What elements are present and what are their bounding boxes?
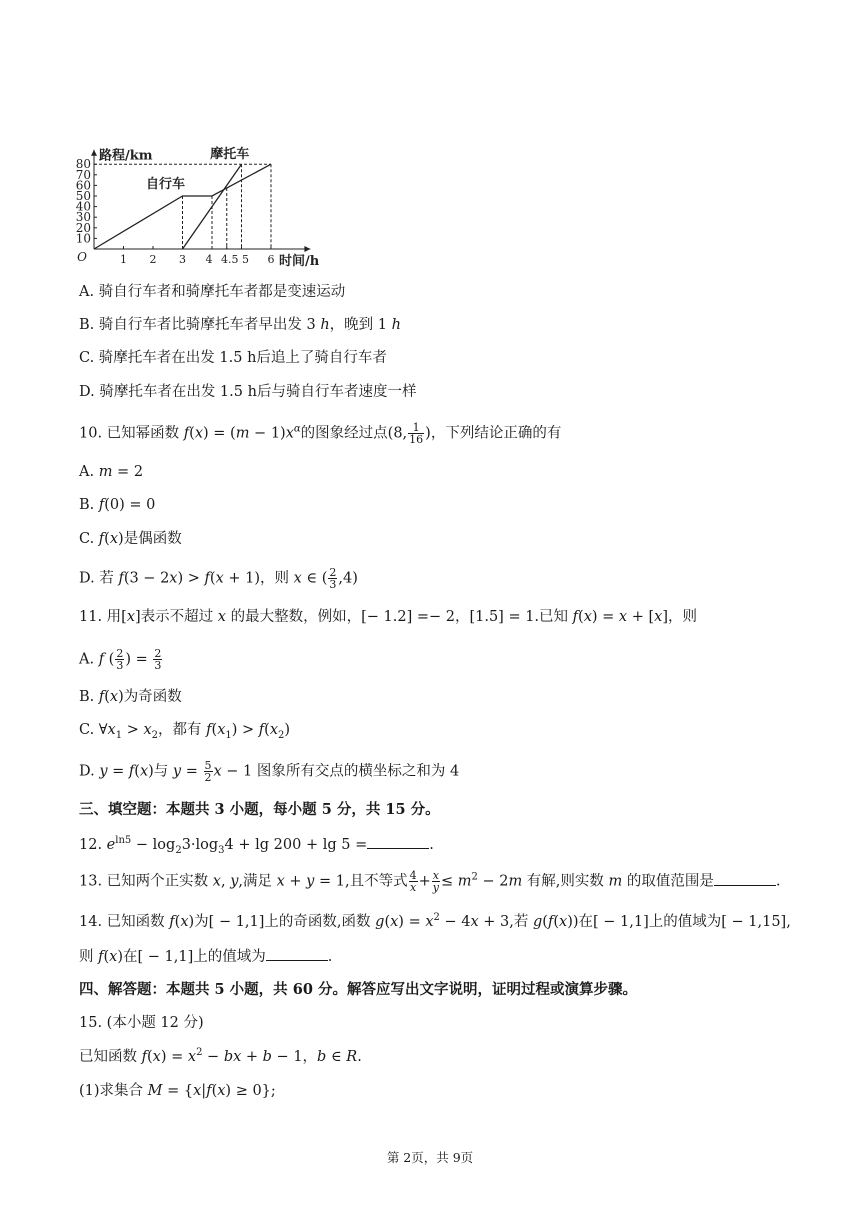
q10-option-c: C. f(x)是偶函数 <box>79 531 182 547</box>
q11-option-d: D. y = f(x)与 y = $\frac{5}{2}$ x − 1 图象所有交点的横坐标之和为 4 <box>79 759 460 784</box>
q15-title: 15. (本小题 12 分) <box>79 1015 204 1031</box>
x-tick-label: 3 <box>179 253 186 266</box>
q14-line1: 14. 已知函数 f(x)为[ − 1,1]上的奇函数,函数 $g(x) = x^2 - 4x + 3$,若 g(f(x))在[ − 1,1]上的值域为[ − 1,15], <box>79 912 791 930</box>
q11-option-a: A. f ( $\frac{2}{3}$ ) = $\frac{2}{3}$ <box>79 647 162 672</box>
q13: 13. 已知两个正实数 x, y,满足 x + y = 1,且不等式 $\frac{4}{x}$ + $\frac{x}{y}$ ≤ $m^2 - 2m$ 有解,则实数 m 的取值范围是 . <box>79 869 781 894</box>
page-footer: 第 2页，共 9页 <box>386 1150 474 1165</box>
x-tick-label: 4.5 <box>221 253 239 266</box>
y-tick-label: 70 <box>75 167 91 182</box>
x-tick-label: 6 <box>267 253 275 266</box>
x-axis-arrow <box>304 246 310 252</box>
section-4-heading: 四、解答题：本题共 5 小题，共 60 分。解答应写出文字说明，证明过程或演算步骤。 <box>79 981 637 998</box>
q11-option-b: B. f(x)为奇函数 <box>79 689 182 705</box>
q14-line2: 则 f(x)在[ − 1,1]上的值域为 . <box>79 946 332 967</box>
y-tick-label: 40 <box>75 199 91 214</box>
distance-time-chart <box>72 136 332 272</box>
q15-text: 已知函数 $f(x) = x^2$ − bx + b − 1，b ∈ R. <box>79 1047 362 1065</box>
section-3-heading: 三、填空题：本题共 3 小题，每小题 5 分，共 15 分。 <box>79 801 440 818</box>
q10-stem: 10. 已知幂函数 $f(x) = (m - 1)x^\alpha$的图象经过点(8, $\frac{1}{16}$ )，下列结论正确的有 <box>79 421 562 446</box>
q9-option-d: D. 骑摩托车者在出发 1.5 h后与骑自行车者速度一样 <box>79 384 417 400</box>
q12: 12. $e^{ln5} - \log_23\cdot\log_34 + \lg 200 + \lg 5$ = . <box>79 835 434 856</box>
y-tick-label: 60 <box>75 178 91 193</box>
x-tick-label: 1 <box>120 253 127 266</box>
y-tick-label: 10 <box>75 231 91 246</box>
y-tick-label: 30 <box>75 210 91 225</box>
q9-option-b: B. 骑自行车者比骑摩托车者早出发 3 h，晚到 1 h <box>79 317 401 333</box>
y-tick-label: 80 <box>75 157 91 172</box>
x-tick-label: 4 <box>205 253 213 266</box>
y-tick-label: 20 <box>75 220 91 235</box>
y-tick-label: 50 <box>75 189 91 203</box>
q9-option-a: A. 骑自行车者和骑摩托车者都是变速运动 <box>79 284 346 300</box>
q11-stem: 11. 用[x]表示不超过 x 的最大整数，例如，[− 1.2] =− 2，[1.5] = 1.已知 f(x) = x + [x]，则 <box>79 609 697 625</box>
origin-label: O <box>77 250 87 264</box>
q10-option-b: B. f(0) = 0 <box>79 497 156 513</box>
q15-part1: (1)求集合 M = {x|f(x) ≥ 0}; <box>79 1083 276 1099</box>
q10-option-d: D. 若 f(3 − 2x) > f(x + 1)，则 x ∈ ( $\frac{2}{3}$ ,4) <box>79 566 358 591</box>
q9-option-c: C. 骑摩托车者在出发 1.5 h后追上了骑自行车者 <box>79 350 387 366</box>
x-axis-label: 时间/h <box>279 254 320 269</box>
x-tick-label: 2 <box>149 253 157 266</box>
x-tick-label: 5 <box>242 253 249 266</box>
y-axis-label: 路程/km <box>99 148 153 164</box>
series-label-bicycle: 自行车 <box>145 177 186 192</box>
q11-option-c: C. $\forall x_1 > x_2$，都有 $f(x_1) > f(x_2)$ <box>79 722 291 741</box>
y-axis-arrow <box>91 150 97 156</box>
series-label-motorcycle: 摩托车 <box>210 147 250 163</box>
q10-option-a: A. m = 2 <box>79 464 144 480</box>
